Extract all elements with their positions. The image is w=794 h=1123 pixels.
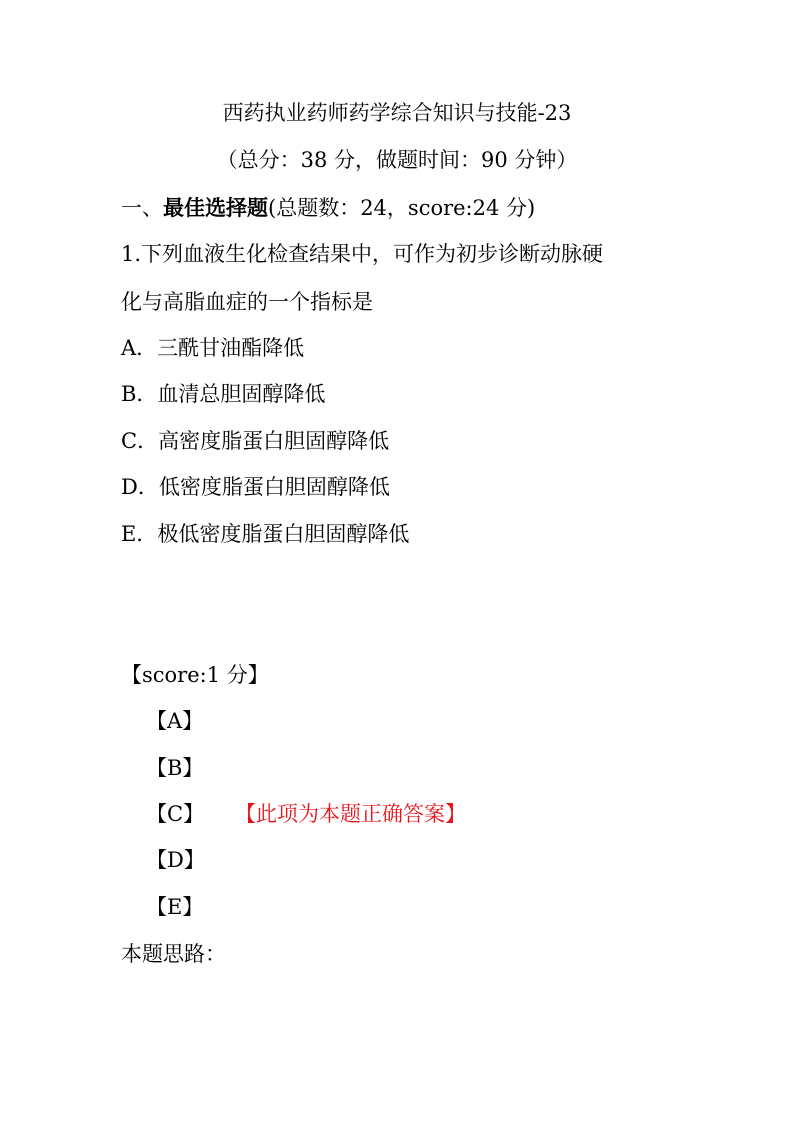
option-d: D．低密度脂蛋白胆固醇降低 <box>121 475 390 499</box>
question-stem-line-1: 1.下列血液生化检查结果中，可作为初步诊断动脉硬 <box>121 242 604 266</box>
option-e: E．极低密度脂蛋白胆固醇降低 <box>121 522 410 546</box>
answer-c-row <box>146 800 646 828</box>
answer-a: 【A】 <box>146 709 204 733</box>
doc-subtitle: （总分：38 分，做题时间：90 分钟） <box>216 148 578 172</box>
section-heading <box>121 194 535 222</box>
option-c: C．高密度脂蛋白胆固醇降低 <box>121 429 390 453</box>
answer-d: 【D】 <box>146 848 205 872</box>
answer-b: 【B】 <box>146 756 204 780</box>
doc-title: 西药执业药师药学综合知识与技能-23 <box>222 101 572 125</box>
option-b: B．血清总胆固醇降低 <box>121 382 326 406</box>
section-meta: (总题数：24，score:24 分) <box>268 196 536 220</box>
answer-e: 【E】 <box>146 895 204 919</box>
answer-c: 【C】 <box>146 802 205 826</box>
score-label: 【score:1 分】 <box>121 663 269 687</box>
section-name: 最佳选择题 <box>163 195 268 220</box>
analysis-label: 本题思路： <box>121 942 226 966</box>
option-a: A．三酰甘油酯降低 <box>121 336 305 360</box>
section-prefix: 一、 <box>121 196 163 220</box>
question-stem-line-2: 化与高脂血症的一个指标是 <box>121 290 373 314</box>
correct-answer-note: 【此项为本题正确答案】 <box>235 802 466 826</box>
